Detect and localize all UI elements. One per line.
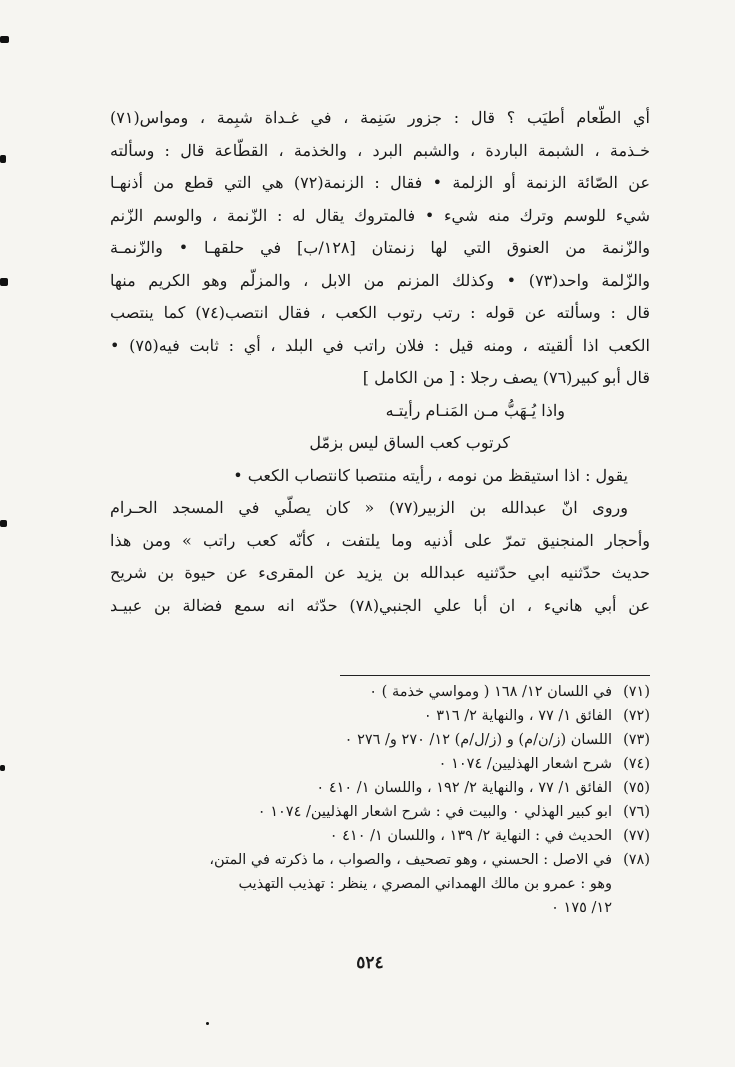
footnote [100,752,650,776]
text-line: قال أبو كبير(٧٦) يصف رجلا : [ من الكامل ] [362,368,650,387]
text-line: عن الصّائة الزنمة أو الزلمة • فقال : الزنمة(٧٢) هي التي قطع من أذنهـا [110,173,650,192]
verse-line-second-hemistich: كرتوب كعب الساق ليس بزمّل [309,433,510,452]
text-line: والزّلمة واحد(٧٣) • وكذلك المزنم من الابل ، والمزلّم وهو الكريم منها [110,270,650,290]
footnote [100,824,650,848]
text-line: عن أبي هانيء ، ان أبا علي الجنبي(٧٨) حدّثه انه سمع فضالة بن عبيـد [110,595,650,615]
footnote-continuation [100,896,650,920]
page-number: ٥٢٤ [356,953,384,973]
scan-edge-mark [0,520,7,527]
footnote [100,728,650,752]
footnote-text: شرح اشعار الهذليين/ ١٠٧٤ ٠ [438,756,612,772]
text-line: قال : وسألته عن قوله : رتب رتوب الكعب ، فقال انتصب(٧٤) كما ينتصب [110,303,651,322]
footnote-text: في اللسان ١٢/ ١٦٨ ( ومواسي خذمة ) ٠ [369,684,612,700]
footnote-continuation [100,872,650,896]
scan-edge-mark [0,278,8,286]
scan-speck [206,1022,209,1025]
footnote-text: ابو كبير الهذلي ٠ والبيت في : شرح اشعار الهذليين/ ١٠٧٤ ٠ [257,804,612,820]
text-line: حديث حدّثنيه ابي حدّثنيه عبدالله بن يزيد عن المقرىء عن حيوة بن شريح [110,563,650,582]
footnote-number: (٧٤) [623,756,650,772]
footnote-text: الفائق ١/ ٧٧ ، والنهاية ٢/ ٣١٦ ٠ [423,708,612,724]
text-line: الكعب اذا ألقيته ، ومنه قيل : فلان راتب في البلد ، أي : ثابت فيه(٧٥) • [110,335,651,355]
footnote [100,776,650,800]
scan-edge-mark [0,36,9,43]
footnote-number: (٧١) [623,684,650,700]
main-text-block [110,102,650,622]
footnote [100,800,650,824]
text-line: أي الطّعام أطيَب ؟ قال : جزور سَنِمة ، في غـداة شبِمة ، ومواس(٧١) [110,108,650,127]
text-line: وأحجار المنجنيق تمرّ على أذنيه وما يلتفت ، كأنّه كعب راتب » ومن هذا [110,530,650,550]
footnote-number: (٧٢) [623,708,650,724]
footnote [100,848,650,872]
scan-edge-mark [0,765,5,771]
footnote-text: اللسان (ز/ن/م) و (ز/ل/م) ١٢/ ٢٧٠ و/ ٢٧٦ ٠ [344,732,612,748]
footnote-text: الفائق ١/ ٧٧ ، والنهاية ٢/ ١٩٢ ، واللسان ١/ ٤١٠ ٠ [316,780,612,796]
text-line: وروى انّ عبدالله بن الزبير(٧٧) « كان يصلّي في المسجد الحـرام [110,498,629,517]
verse-line-first-hemistich: واذا يُـهَبُّ مـن المَنـام رأيتـه [385,400,565,420]
footnote-number: (٧٣) [623,732,650,748]
text-line: يقول : اذا استيقظ من نومه ، رأيته منتصبا كانتصاب الكعب • [233,465,628,485]
text-line: شيء للوسم وترك منه شيء • فالمتروك يقال له : الزّنمة ، والوسم الزّنم [110,205,650,225]
footnote-text: في الاصل : الحسني ، وهو تصحيف ، والصواب ، ما ذكرته في المتن، [209,852,612,868]
footnote-text: ١٢/ ١٧٥ ٠ [551,900,612,916]
footnote-text: وهو : عمرو بن مالك الهمداني المصري ، ينظر : تهذيب التهذيب [238,876,612,892]
footnote-number: (٧٨) [623,852,650,868]
scan-edge-mark [0,155,6,163]
footnote-number: (٧٥) [623,780,650,796]
footnote [100,680,650,704]
footnote-separator [340,675,650,676]
footnote-number: (٧٦) [623,804,650,820]
footnote-text: الحديث في : النهاية ٢/ ١٣٩ ، واللسان ١/ ٤١٠ ٠ [329,828,612,844]
text-line: والزّنمة من العنوق التي لها زنمتان [١٢٨/ب] في حلقهـا • والزّنمـة [110,238,650,257]
footnote [100,704,650,728]
footnote-number: (٧٧) [623,828,650,844]
text-line: خـذمة ، الشبمة الباردة ، والشبم البرد ، والخذمة ، القطّاعة قال : وسألته [110,140,650,160]
footnotes [100,680,650,920]
